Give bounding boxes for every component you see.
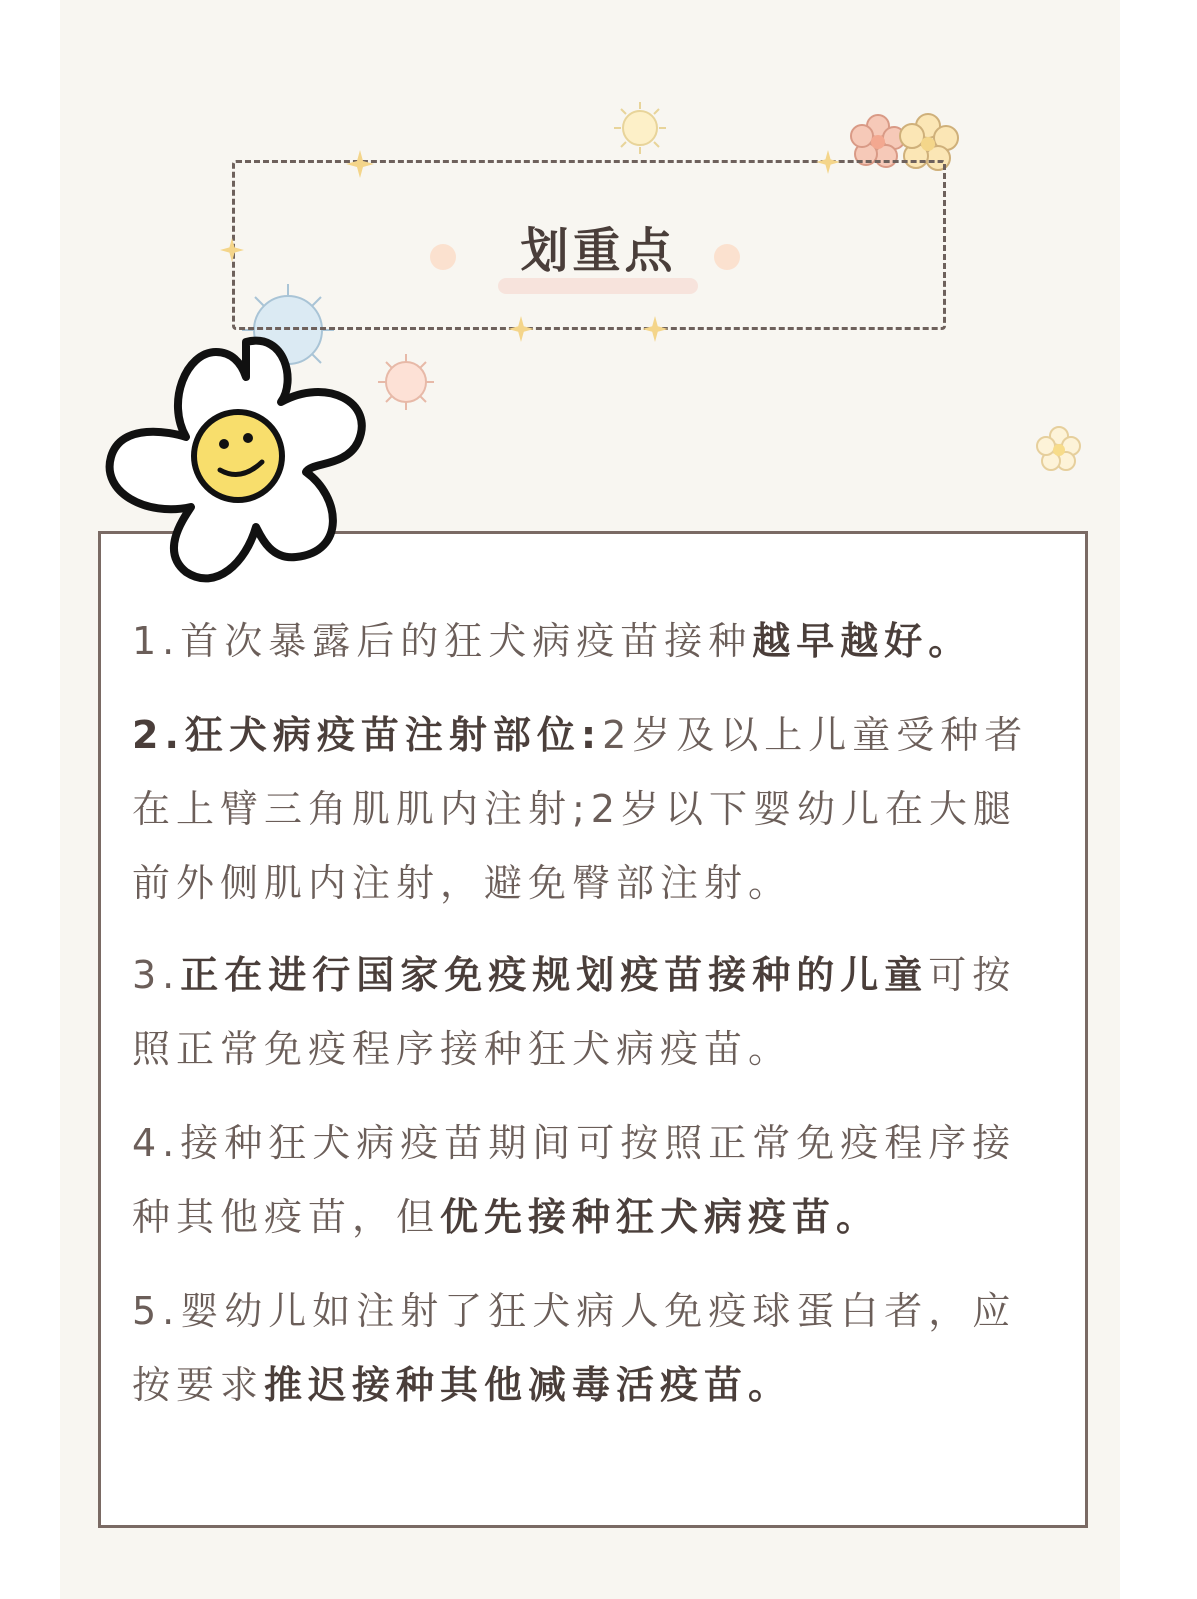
point-1-text: 1.首次暴露后的狂犬病疫苗接种 [132,619,753,663]
sparkle-icon [346,150,374,178]
point-2-emphasis: 2.狂犬病疫苗注射部位: [132,713,603,757]
smiley-flower-icon [96,322,382,598]
point-3-emphasis: 正在进行国家免疫规划疫苗接种的儿童 [180,953,929,997]
point-4-text: 4.接种狂犬病疫苗期间可按照正常免疫程序接种其他疫苗，但 [132,1121,1017,1239]
list-item-1 [132,604,1042,678]
list-item-2 [132,698,1042,920]
point-5-text: 5.婴幼儿如注射了狂犬病人免疫球蛋白者，应按要求 [132,1289,1017,1407]
point-5-end: 。 [748,1363,793,1407]
point-1-end: 。 [928,619,973,663]
small-flower-icon [1036,426,1082,472]
sun-icon [612,100,668,156]
page-title: 划重点 [520,223,677,279]
point-4-emphasis: 优先接种狂犬病疫苗 [440,1195,837,1239]
point-4-end: 。 [836,1195,881,1239]
sparkle-icon [816,150,840,174]
point-3-text: 可按照正常免疫程序接种狂犬病疫苗。 [132,953,1017,1071]
point-1-emphasis: 越早越好 [752,619,929,663]
list-item-5 [132,1274,1042,1422]
sparkle-icon [508,316,534,342]
list-item-4 [132,1106,1042,1254]
list-item-3 [132,938,1042,1086]
point-3-number: 3. [132,953,181,997]
sparkle-icon [642,316,668,342]
point-2-text: 2岁及以上儿童受种者在上臂三角肌肌内注射;2岁以下婴幼儿在大腿前外侧肌内注射，避免臀部注射。 [132,713,1029,905]
point-5-emphasis: 推迟接种其他减毒活疫苗 [264,1363,749,1407]
pink-virus-icon [376,352,436,412]
